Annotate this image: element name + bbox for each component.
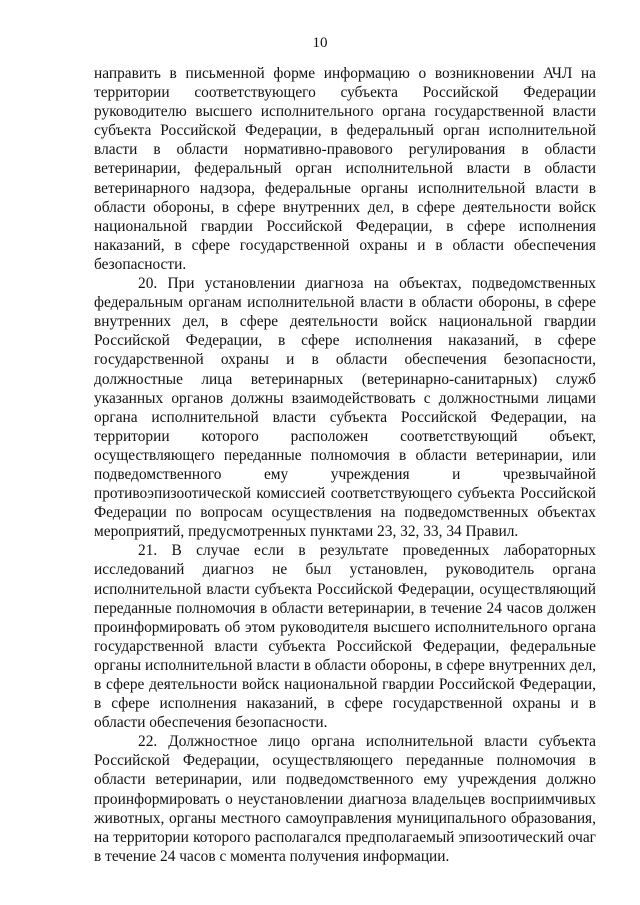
paragraph-21: 21. В случае если в результате проведенных лабораторных исследований диагноз не был установлен, руководитель органа исполнительной власти субъекта Российской Федерации, осуществляющий переданные полномочия в области ветеринарии, в течение 24 часов должен проинформировать об этом руководителя высшего исполнительного органа государственной власти субъекта Российской Федерации, федеральные органы исполнительной власти в области обороны, в сфере внутренних дел, в сфере деятельности войск национальной гвардии Российской Федерации, в сфере исполнения наказаний, в сфере государственной охраны и в области обеспечения безопасности. (94, 542, 596, 732)
page-number: 10 (312, 35, 328, 51)
paragraph-22: 22. Должностное лицо органа исполнительной власти субъекта Российской Федерации, осуществляющего переданные полномочия в области ветеринарии, или подведомственного ему учреждения должно проинформировать о неустановлении диагноза владельцев восприимчивых животных, органы местного самоуправления муниципального образования, на территории которого располагался предполагаемый эпизоотический очаг в течение 24 часов с момента получения информации. (94, 733, 596, 865)
paragraph-continuation: направить в письменной форме информацию о возникновении АЧЛ на территории соответствующего субъекта Российской Федерации руководителю высшего исполнительного органа государственной власти субъекта Российской Федерации, в федеральный орган исполнительной власти в области нормативно-правового регулирования в области ветеринарии, федеральный орган исполнительной власти в области ветеринарного надзора, федеральные органы исполнительной власти в области обороны, в сфере внутренних дел, в сфере деятельности войск национальной гвардии Российской Федерации, в сфере исполнения наказаний, в сфере государственной охраны и в области обеспечения безопасности. (94, 65, 596, 273)
paragraph-20: 20. При установлении диагноза на объектах, подведомственных федеральным органам исполнительной власти в области обороны, в сфере внутренних дел, в сфере деятельности войск национальной гвардии Российской Федерации, в сфере исполнения наказаний, в сфере государственной охраны и в области обеспечения безопасности, должностные лица ветеринарных (ветеринарно-санитарных) служб указанных органов должны взаимодействовать с должностными лицами органа исполнительной власти субъекта Российской Федерации, на территории которого расположен соответствующий объект, осуществляющего переданные полномочия в области ветеринарии, или подведомственного ему учреждения и чрезвычайной противоэпизоотической комиссией соответствующего субъекта Российской Федерации по вопросам осуществления на подведомственных объектах мероприятий, предусмотренных пунктами 23, 32, 33, 34 Правил. (94, 275, 596, 541)
document-body (94, 64, 596, 866)
